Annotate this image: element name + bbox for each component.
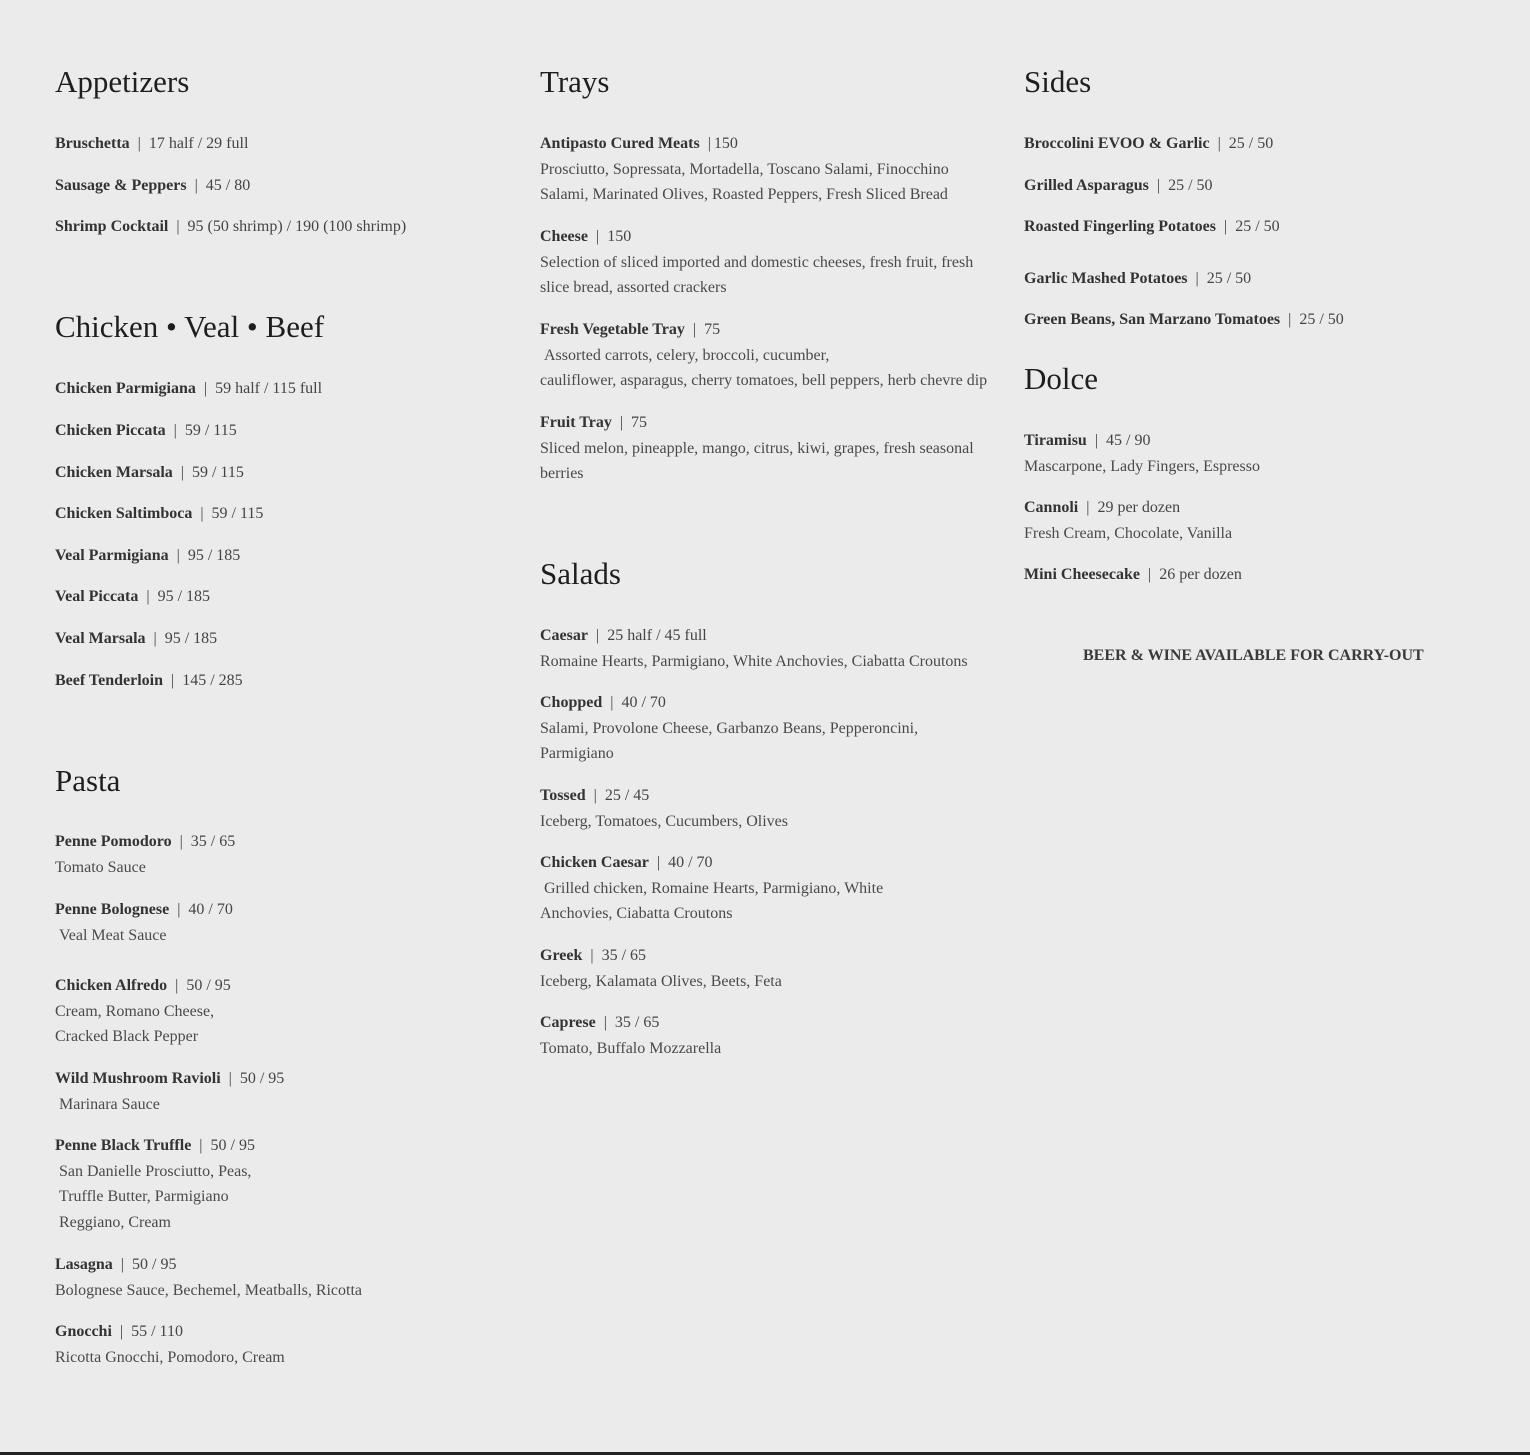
menu-item	[540, 850, 1010, 927]
item-name: Veal Marsala	[55, 630, 146, 647]
item-name: Chicken Parmigiana	[55, 380, 196, 397]
section-title-chicken-veal-beef: Chicken • Veal • Beef	[55, 309, 325, 344]
item-name: Veal Parmigiana	[55, 547, 169, 564]
item-price: 50 / 95	[239, 1070, 285, 1087]
menu-item	[540, 623, 1010, 674]
menu-item	[1024, 131, 1484, 157]
menu-item	[55, 131, 515, 157]
menu-item	[1024, 307, 1484, 333]
separator: |	[1086, 499, 1090, 516]
item-name: Chicken Piccata	[55, 422, 166, 439]
item-price: 75	[631, 414, 648, 431]
item-name: Beef Tenderloin	[55, 672, 164, 689]
item-name: Fruit Tray	[540, 414, 612, 431]
separator: |	[692, 321, 697, 338]
item-description: Iceberg, Kalamata Olives, Beets, Feta	[540, 972, 782, 990]
separator: |	[1288, 311, 1292, 328]
separator: |	[595, 627, 600, 644]
item-price: 25 / 50	[1299, 311, 1344, 328]
separator: |	[120, 1256, 124, 1273]
item-price: 75	[704, 321, 721, 338]
separator: |	[603, 1014, 607, 1031]
menu-item	[55, 1252, 515, 1303]
menu-item	[1024, 173, 1484, 199]
item-name: Chicken Marsala	[55, 464, 173, 481]
separator: |	[707, 135, 711, 152]
separator: |	[590, 947, 594, 964]
separator: |	[171, 672, 175, 689]
item-name: Mini Cheesecake	[1024, 566, 1140, 583]
item-price: 25 half / 45 full	[607, 627, 707, 644]
menu-item	[540, 943, 1010, 994]
item-name: Chicken Saltimboca	[55, 505, 193, 522]
item-price: 26 per dozen	[1159, 566, 1242, 583]
carry-out-note: BEER & WINE AVAILABLE FOR CARRY-OUT	[1083, 647, 1424, 664]
item-description: San Danielle Prosciutto, Peas, Truffle Butter, Parmigiano Reggiano, Cream	[59, 1162, 252, 1231]
menu-item	[55, 543, 515, 569]
item-description: Tomato Sauce	[55, 858, 146, 876]
menu-item	[540, 783, 1010, 834]
item-description: Fresh Cream, Chocolate, Vanilla	[1024, 524, 1233, 542]
separator: |	[619, 414, 624, 431]
menu-item	[540, 690, 1010, 767]
item-price: 95 / 185	[187, 547, 241, 564]
item-name: Chicken Caesar	[540, 854, 649, 871]
item-name: Cannoli	[1024, 499, 1079, 516]
item-description: Bolognese Sauce, Bechemel, Meatballs, Ricotta	[55, 1281, 363, 1299]
separator: |	[1147, 566, 1152, 583]
menu-item	[55, 460, 515, 486]
menu-item	[55, 626, 515, 652]
item-price: 45 / 90	[1106, 432, 1151, 449]
separator: |	[176, 218, 180, 235]
section-title-salads: Salads	[540, 556, 621, 591]
separator: |	[179, 833, 183, 850]
item-name: Penne Bolognese	[55, 901, 170, 918]
menu-item	[55, 1319, 515, 1370]
item-price: 59 / 115	[184, 422, 237, 439]
item-price: 95 / 185	[157, 588, 211, 605]
item-name: Greek	[540, 947, 583, 964]
menu-item	[55, 418, 515, 444]
item-description: Tomato, Buffalo Mozzarella	[540, 1039, 722, 1057]
item-price: 50 / 95	[132, 1256, 177, 1273]
menu-item	[55, 376, 515, 402]
item-price: 95 / 185	[164, 630, 218, 647]
item-name: Tossed	[540, 787, 586, 804]
section-title-trays: Trays	[540, 64, 610, 99]
item-description: Prosciutto, Sopressata, Mortadella, Toscano Salami, Finocchino Salami, Marinated Olives, Roasted Peppers, Fresh Sliced Bread	[540, 160, 949, 203]
item-name: Cheese	[540, 228, 588, 245]
item-name: Fresh Vegetable Tray	[540, 321, 685, 338]
item-price: 59 / 115	[191, 464, 244, 481]
separator: |	[177, 901, 181, 918]
item-name: Tiramisu	[1024, 432, 1087, 449]
menu-item	[55, 973, 515, 1050]
menu-item	[55, 1133, 515, 1235]
separator: |	[199, 1137, 203, 1154]
menu-item	[55, 214, 515, 240]
menu-item	[1024, 214, 1484, 240]
separator: |	[1156, 177, 1161, 194]
item-name: Lasagna	[55, 1256, 113, 1273]
separator: |	[1094, 432, 1099, 449]
item-name: Grilled Asparagus	[1024, 177, 1149, 194]
item-price: 150	[607, 228, 632, 245]
item-name: Veal Piccata	[55, 588, 139, 605]
item-price: 45 / 80	[205, 177, 251, 194]
separator: |	[200, 505, 204, 522]
item-price: 17 half / 29 full	[148, 135, 249, 152]
item-price: 25 / 45	[604, 787, 650, 804]
item-price: 150	[713, 135, 738, 152]
separator: |	[137, 135, 141, 152]
menu-item	[540, 410, 1010, 487]
item-name: Broccolini EVOO & Garlic	[1024, 135, 1210, 152]
item-name: Sausage & Peppers	[55, 177, 187, 194]
section-title-sides: Sides	[1024, 64, 1092, 99]
item-name: Bruschetta	[55, 135, 130, 152]
item-price: 25 / 50	[1235, 218, 1280, 235]
item-name: Penne Pomodoro	[55, 833, 172, 850]
separator: |	[228, 1070, 232, 1087]
separator: |	[194, 177, 198, 194]
item-description: Salami, Provolone Cheese, Garbanzo Beans, Pepperoncini, Parmigiano	[540, 719, 919, 762]
item-description: Romaine Hearts, Parmigiano, White Anchovies, Ciabatta Croutons	[540, 652, 968, 670]
item-description: Assorted carrots, celery, broccoli, cucumber, cauliflower, asparagus, cherry tomatoes, bell peppers, herb chevre dip	[540, 346, 988, 389]
item-name: Chicken Alfredo	[55, 977, 168, 994]
item-name: Caprese	[540, 1014, 596, 1031]
item-name: Antipasto Cured Meats	[540, 135, 700, 152]
menu-item	[540, 1010, 1010, 1061]
separator: |	[593, 787, 597, 804]
separator: |	[656, 854, 661, 871]
item-description: Ricotta Gnocchi, Pomodoro, Cream	[55, 1348, 285, 1366]
item-price: 25 / 50	[1228, 135, 1274, 152]
separator: |	[1195, 270, 1199, 287]
separator: |	[610, 694, 614, 711]
item-price: 25 / 50	[1168, 177, 1213, 194]
separator: |	[595, 228, 600, 245]
item-name: Chopped	[540, 694, 603, 711]
separator: |	[176, 547, 180, 564]
item-name: Garlic Mashed Potatoes	[1024, 270, 1188, 287]
item-price: 40 / 70	[621, 694, 666, 711]
item-description: Sliced melon, pineapple, mango, citrus, kiwi, grapes, fresh seasonal berries	[540, 439, 974, 482]
item-price: 50 / 95	[186, 977, 231, 994]
item-price: 35 / 65	[601, 947, 647, 964]
section-title-pasta: Pasta	[55, 763, 121, 798]
menu-item	[55, 584, 515, 610]
item-name: Caesar	[540, 627, 588, 644]
separator: |	[1217, 135, 1221, 152]
item-price: 40 / 70	[668, 854, 713, 871]
item-name: Green Beans, San Marzano Tomatoes	[1024, 311, 1281, 328]
item-price: 40 / 70	[188, 901, 233, 918]
menu-item	[55, 829, 515, 880]
item-price: 35 / 65	[190, 833, 236, 850]
menu-item	[540, 317, 1010, 394]
item-description: Marinara Sauce	[55, 1095, 160, 1113]
item-description: Cream, Romano Cheese, Cracked Black Pepper	[55, 1002, 215, 1045]
item-description: Grilled chicken, Romaine Hearts, Parmigiano, White Anchovies, Ciabatta Croutons	[540, 879, 884, 922]
item-name: Shrimp Cocktail	[55, 218, 169, 235]
menu-item	[540, 131, 1010, 208]
item-price: 35 / 65	[614, 1014, 660, 1031]
separator: |	[173, 422, 177, 439]
item-price: 95 (50 shrimp) / 190 (100 shrimp)	[187, 218, 407, 235]
menu-item	[55, 668, 515, 694]
separator: |	[175, 977, 179, 994]
item-price: 59 / 115	[211, 505, 264, 522]
item-description: Iceberg, Tomatoes, Cucumbers, Olives	[540, 812, 789, 830]
item-name: Roasted Fingerling Potatoes	[1024, 218, 1216, 235]
item-description: Veal Meat Sauce	[55, 926, 167, 944]
item-name: Penne Black Truffle	[55, 1137, 192, 1154]
item-price: 29 per dozen	[1097, 499, 1181, 516]
item-price: 59 half / 115 full	[215, 380, 323, 397]
separator: |	[119, 1323, 124, 1340]
item-name: Gnocchi	[55, 1323, 112, 1340]
menu-item	[1024, 562, 1484, 588]
item-price: 50 / 95	[210, 1137, 255, 1154]
menu-item	[55, 501, 515, 527]
separator: |	[146, 588, 150, 605]
section-title-appetizers: Appetizers	[55, 64, 190, 99]
menu-item	[55, 173, 515, 199]
separator: |	[180, 464, 184, 481]
menu-item	[1024, 266, 1484, 292]
menu-item	[55, 1066, 515, 1117]
item-price: 25 / 50	[1206, 270, 1252, 287]
item-price: 55 / 110	[131, 1323, 183, 1340]
section-title-dolce: Dolce	[1024, 361, 1099, 396]
menu-item	[540, 224, 1010, 301]
menu-item	[55, 897, 515, 948]
menu-item	[1024, 495, 1484, 546]
menu-item	[1024, 428, 1484, 479]
item-name: Wild Mushroom Ravioli	[55, 1070, 221, 1087]
separator: |	[203, 380, 208, 397]
separator: |	[153, 630, 157, 647]
item-price: 145 / 285	[182, 672, 243, 689]
item-description: Selection of sliced imported and domestic cheeses, fresh fruit, fresh slice bread, assorted crackers	[540, 253, 974, 296]
separator: |	[1223, 218, 1228, 235]
item-description: Mascarpone, Lady Fingers, Espresso	[1024, 457, 1260, 475]
